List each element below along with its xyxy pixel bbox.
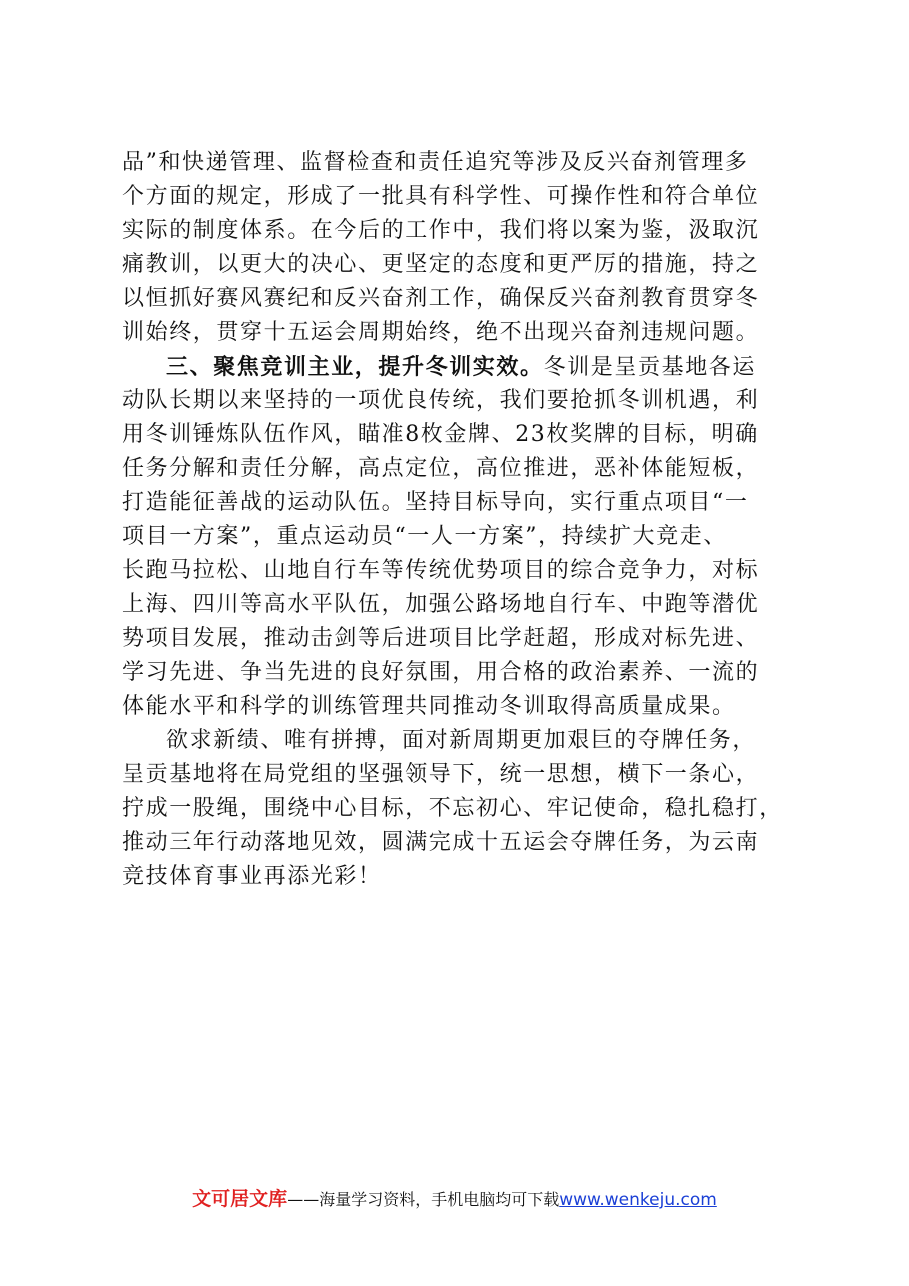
closing-line: 竞技体育事业再添光彩！ xyxy=(122,864,382,889)
paragraph-line: 训始终，贯穿十五运会周期始终，绝不出现兴奋剂违规问题。 xyxy=(122,320,760,345)
closing-line: 推动三年行动落地见效，圆满完成十五运会夺牌任务，为云南 xyxy=(122,830,760,855)
paragraph-line: 学习先进、争当先进的良好氛围，用合格的政治素养、一流的 xyxy=(122,660,760,685)
footer-banner xyxy=(0,1184,909,1211)
paragraph-line: 实际的制度体系。在今后的工作中，我们将以案为鉴，汲取沉 xyxy=(122,218,760,243)
paragraph-line: 任务分解和责任分解，高点定位，高位推进，恶补体能短板， xyxy=(122,456,760,481)
closing-line: 欲求新绩、唯有拼搏，面对新周期更加艰巨的夺牌任务， xyxy=(166,728,757,753)
paragraph-line: 势项目发展，推动击剑等后进项目比学赶超，形成对标先进、 xyxy=(122,626,760,651)
paragraph-line: 以恒抓好赛风赛纪和反兴奋剂工作，确保反兴奋剂教育贯穿冬 xyxy=(122,286,760,311)
paragraph-line: 项目一方案”，重点运动员“一人一方案”，持续扩大竞走、 xyxy=(122,524,727,549)
footer-site-link[interactable]: www.wenkeju.com xyxy=(559,1190,717,1210)
body-text xyxy=(122,146,802,894)
footer-tagline: ——海量学习资料，手机电脑均可下载 xyxy=(287,1190,560,1209)
paragraph-line: 体能水平和科学的训练管理共同推动冬训取得高质量成果。 xyxy=(122,694,736,719)
paragraph-line: 个方面的规定，形成了一批具有科学性、可操作性和符合单位 xyxy=(122,184,760,209)
section-heading-rest: 冬训是呈贡基地各运 xyxy=(543,355,757,380)
paragraph-line: 用冬训锤炼队伍作风，瞄准8枚金牌、23枚奖牌的目标，明确 xyxy=(122,422,759,447)
closing-line: 呈贡基地将在局党组的坚强领导下，统一思想，横下一条心， xyxy=(122,762,760,787)
paragraph-line: 品”和快递管理、监督检查和责任追究等涉及反兴奋剂管理多 xyxy=(122,150,749,175)
section-heading-line xyxy=(122,350,802,384)
paragraph-line: 打造能征善战的运动队伍。坚持目标导向，实行重点项目“一 xyxy=(122,490,749,515)
paragraph-line: 动队长期以来坚持的一项优良传统，我们要抢抓冬训机遇，利 xyxy=(122,388,760,413)
footer-brand: 文可居文库 xyxy=(192,1188,288,1210)
paragraph-line: 痛教训，以更大的决心、更坚定的态度和更严厉的措施，持之 xyxy=(122,252,760,277)
section-heading: 三、聚焦竞训主业，提升冬训实效。 xyxy=(166,354,544,380)
paragraph-line: 长跑马拉松、山地自行车等传统优势项目的综合竞争力，对标 xyxy=(122,558,760,583)
closing-line: 拧成一股绳，围绕中心目标，不忘初心、牢记使命，稳扎稳打， xyxy=(122,796,783,821)
paragraph-line: 上海、四川等高水平队伍，加强公路场地自行车、中跑等潜优 xyxy=(122,592,760,617)
